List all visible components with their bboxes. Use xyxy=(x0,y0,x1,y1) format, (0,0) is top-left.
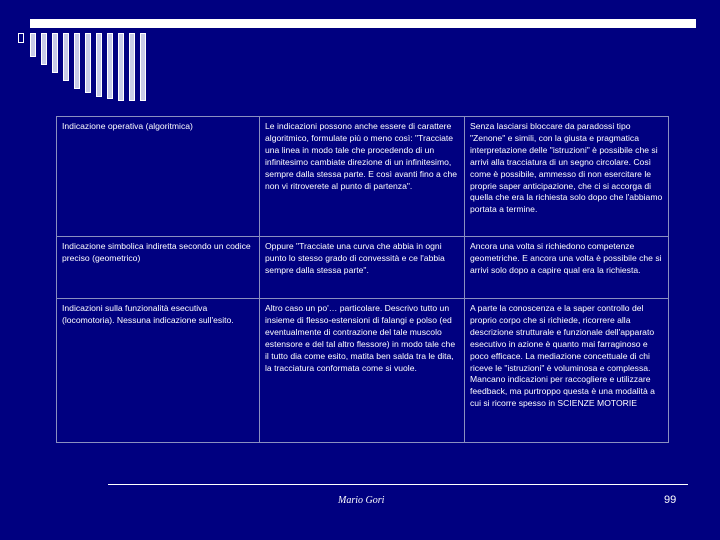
decorative-bars xyxy=(18,33,218,103)
footer-divider xyxy=(108,484,688,485)
table-cell-comment: A parte la conoscenza e la saper controllo del proprio corpo che si richiede, ricorrere alla descrizione strutturale e funzionale dell'apparato esecutivo in azione è quanto mai farraginoso e poco efficace. La mediazione concettuale di chi riceve le "istruzioni" è voluminosa e complessa. Mancano indicazioni per raccogliere e utilizzare feedback, ma purtroppo questa è una modalità a cui si ricorre spesso in SCIENZE MOTORIE xyxy=(465,299,669,443)
footer-author: Mario Gori xyxy=(338,495,385,506)
table-cell-example: Le indicazioni possono anche essere di carattere algoritmico, formulate più o meno così: "Tracciate una linea in modo tale che procedendo di un infinitesimo cambiate direzione di un infinitesimo, sempre dalla stessa parte. E così avanti fino a che non vi ritroverete al punto di partenza". xyxy=(260,117,465,237)
decorative-bar xyxy=(85,33,91,93)
table-cell-mode: Indicazione simbolica indiretta secondo un codice preciso (geometrico) xyxy=(57,237,260,299)
table-row xyxy=(57,237,669,299)
table-cell-comment: Senza lasciarsi bloccare da paradossi tipo "Zenone" e simili, con la giusta e pragmatica interpretazione delle "istruzioni" è possibile che si arrivi alla tracciatura di un segno circolare. Così come è possibile, ammesso di non esercitare le proprie saper anticipazione, che ci si accorga di quella che era la richiesta solo dopo che l'abbiamo portata a termine. xyxy=(465,117,669,237)
table-cell-mode: Indicazioni sulla funzionalità esecutiva (locomotoria). Nessuna indicazione sull'esito. xyxy=(57,299,260,443)
decorative-bar xyxy=(74,33,80,89)
decorative-bar xyxy=(30,33,36,57)
decorative-bar xyxy=(41,33,47,65)
decorative-bar xyxy=(129,33,135,101)
decorative-bar xyxy=(96,33,102,97)
top-decorative-bar xyxy=(30,19,696,28)
decorative-bar xyxy=(18,33,24,43)
decorative-bar xyxy=(52,33,58,73)
table-row xyxy=(57,117,669,237)
table-cell-example: Oppure "Tracciate una curva che abbia in ogni punto lo stesso grado di convessità e ce l'abbia sempre dalla stessa parte". xyxy=(260,237,465,299)
table-row xyxy=(57,299,669,443)
decorative-bar xyxy=(107,33,113,99)
decorative-bar xyxy=(63,33,69,81)
table-cell-mode: Indicazione operativa (algoritmica) xyxy=(57,117,260,237)
table-cell-comment: Ancora una volta si richiedono competenze geometriche. E ancora una volta è possibile che si arrivi solo dopo a capire qual era la richiesta. xyxy=(465,237,669,299)
content-table xyxy=(56,116,669,443)
table-cell-example: Altro caso un po'… particolare. Descrivo tutto un insieme di flesso-estensioni di falangi e polso (ed eventualmente di contrazione del tale muscolo estensore e del tal altro flessore) in modo tale che il tutto dia come esito, matita ben salda tra le dita, la tracciatura conformata come si vuole. xyxy=(260,299,465,443)
decorative-bar xyxy=(140,33,146,101)
decorative-bar xyxy=(118,33,124,101)
page-number: 99 xyxy=(664,494,677,506)
